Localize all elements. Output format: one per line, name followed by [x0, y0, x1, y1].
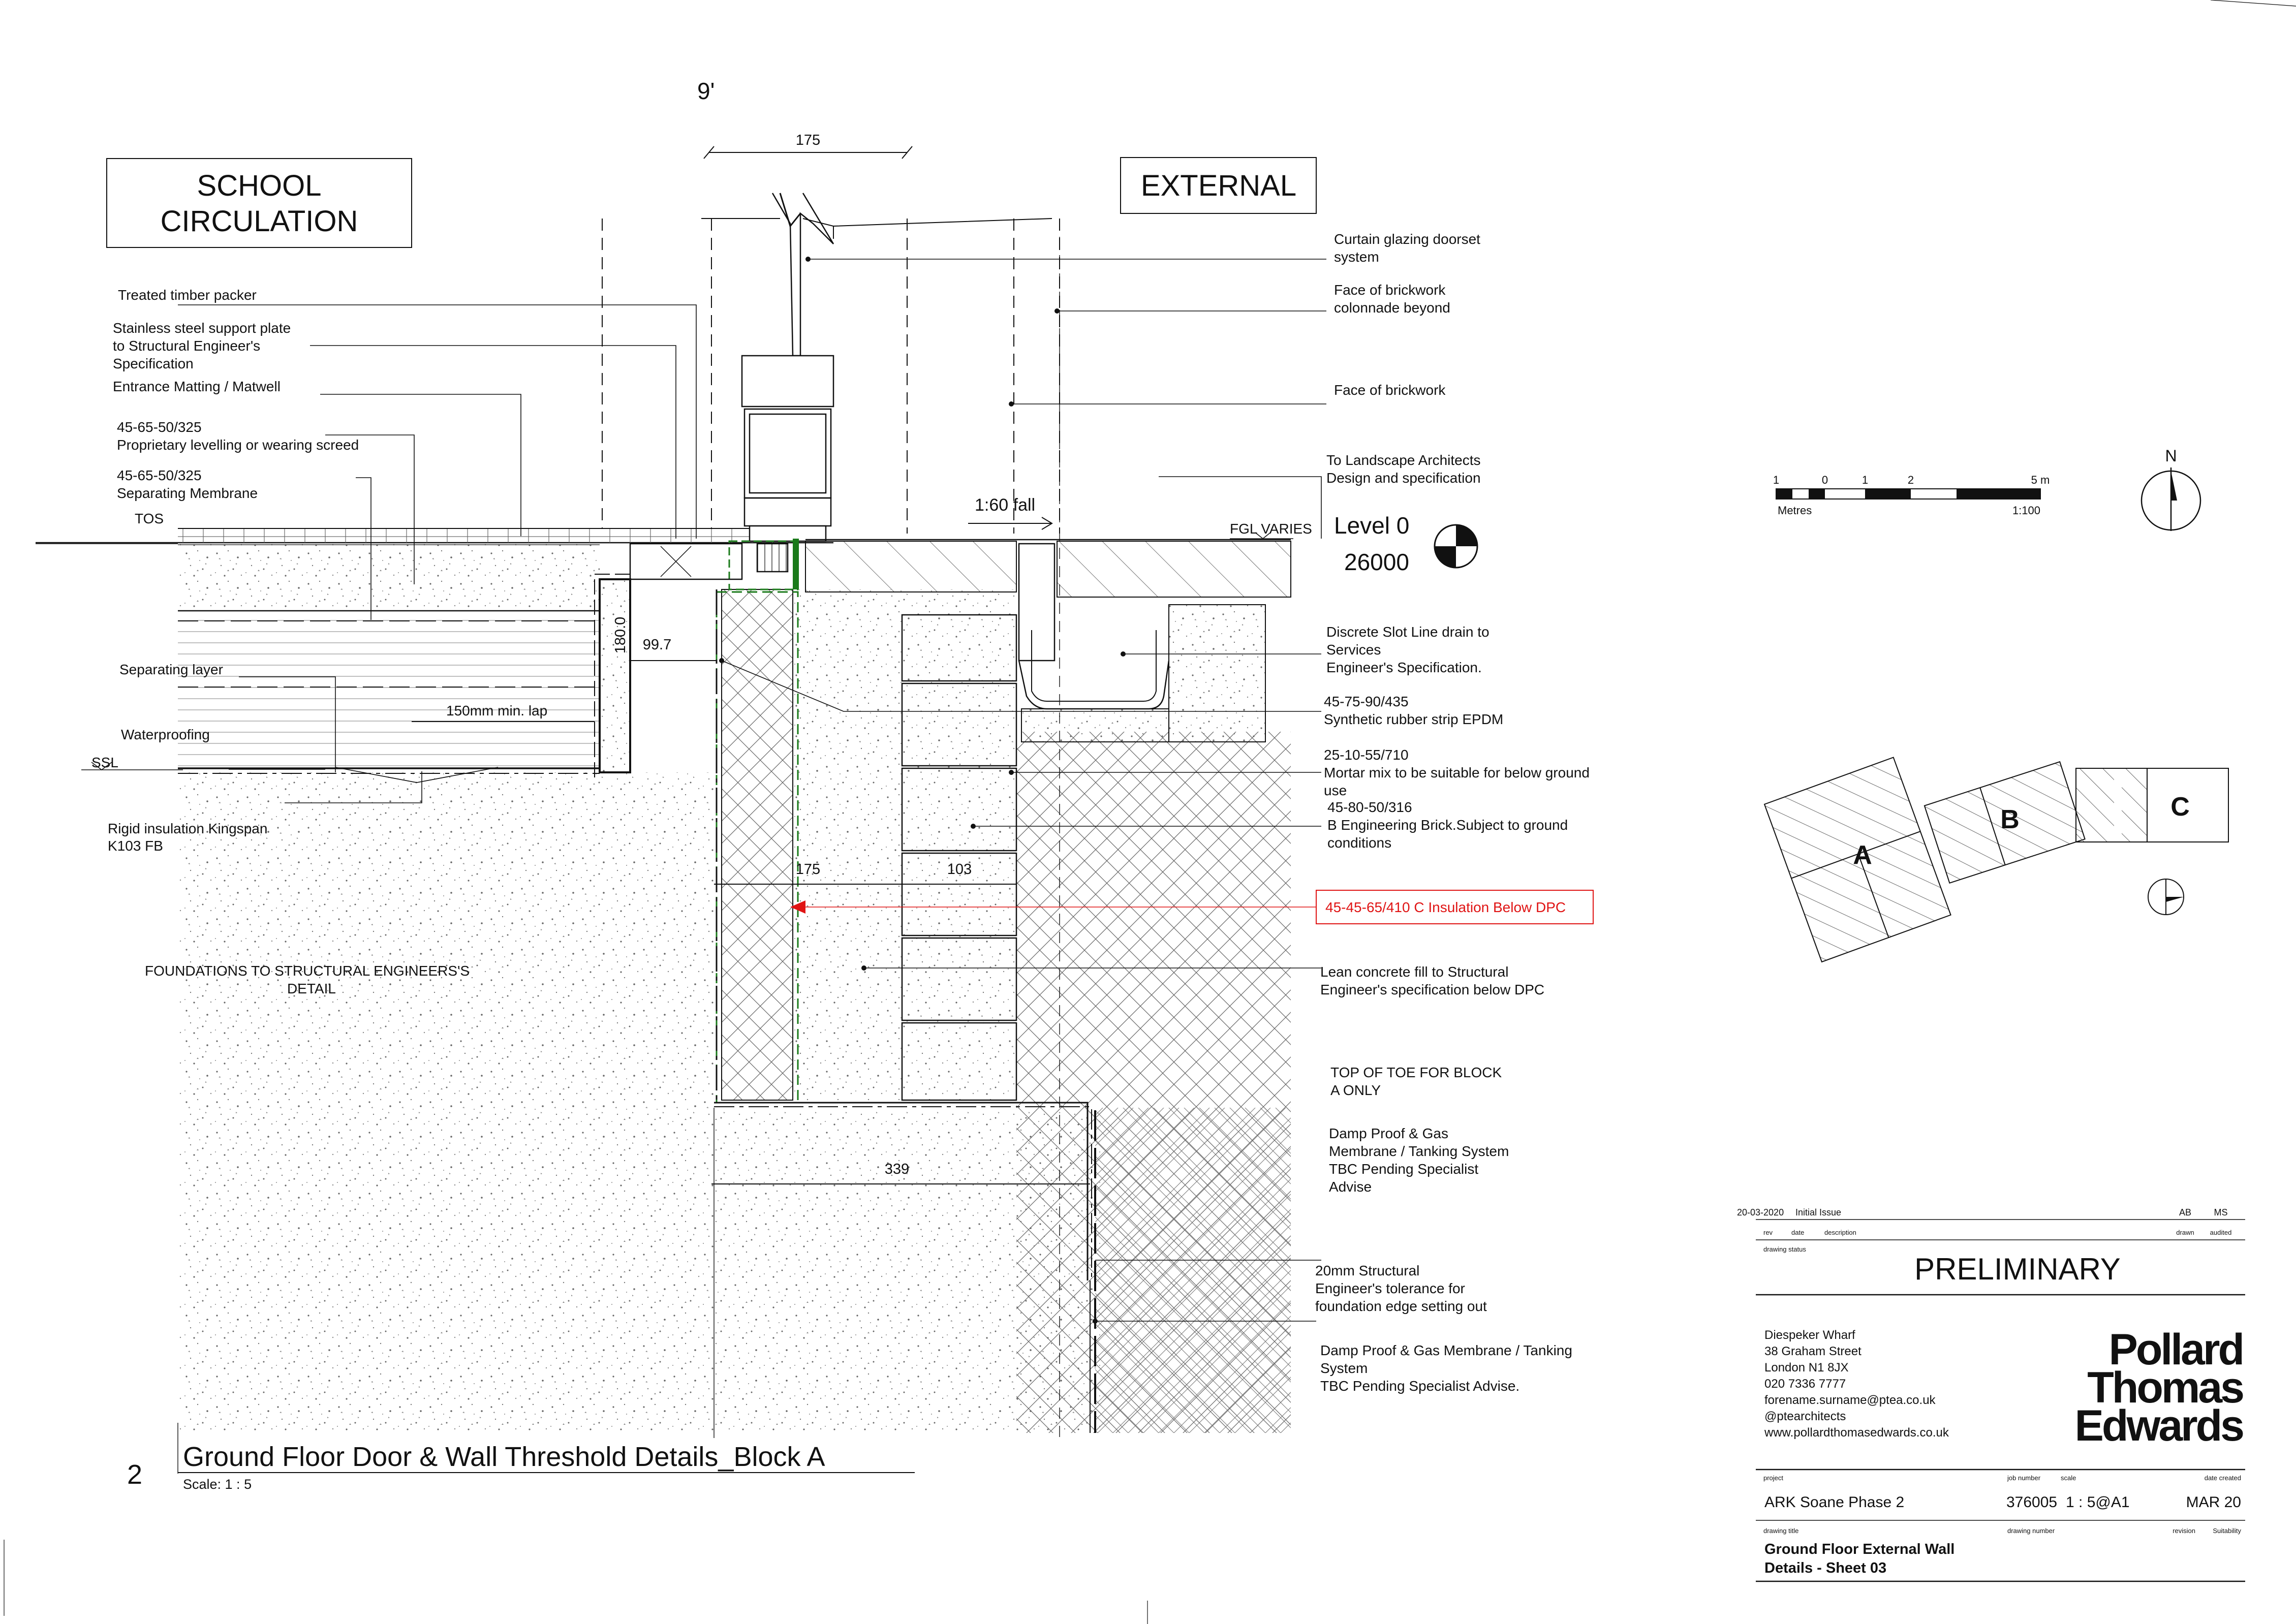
label-lean-1: Lean concrete fill to Structural: [1320, 964, 1509, 980]
label-dpm2-2: System: [1320, 1360, 1368, 1376]
logo-line-3: Edwards: [2074, 1401, 2243, 1450]
drawing-title-1: Ground Floor External Wall: [1764, 1541, 1955, 1557]
label-brick-1: 45-80-50/316: [1327, 799, 1412, 815]
label-landscape-1: To Landscape Architects: [1326, 452, 1481, 468]
drain-bed: [1169, 605, 1265, 742]
dim-step-h: 99.7: [642, 637, 672, 653]
label-insulation-1: Rigid insulation Kingspan: [108, 821, 268, 836]
label-dpm2-3: TBC Pending Specialist Advise.: [1320, 1378, 1520, 1394]
label-foundations-1: FOUNDATIONS TO STRUCTURAL ENGINEERS'S: [145, 963, 470, 979]
field-suitability: Suitability: [2213, 1527, 2241, 1535]
label-tolerance-2: Engineer's tolerance for: [1315, 1281, 1465, 1296]
address-line-4: 020 7336 7777: [1764, 1377, 1846, 1391]
label-toe-1: TOP OF TOE FOR BLOCK: [1330, 1065, 1502, 1080]
address-line-2: 38 Graham Street: [1764, 1345, 1861, 1358]
external-soil-deep: [1095, 1108, 1291, 1433]
matting-tiles: [178, 528, 778, 543]
address-line-6: @ptearchitects: [1764, 1410, 1846, 1423]
date-created: MAR 20: [2186, 1494, 2241, 1511]
key-block-b: B: [2000, 805, 2020, 834]
north-label: N: [2165, 447, 2177, 465]
label-foundations-2: DETAIL: [287, 981, 336, 996]
scale-bar: [1773, 474, 2050, 517]
landscape-paving: [1057, 541, 1291, 597]
label-dpm-4: Advise: [1329, 1179, 1372, 1195]
scale-tick-2: 1: [1861, 474, 1869, 486]
label-lean-2: Engineer's specification below DPC: [1320, 982, 1545, 997]
label-separating-layer: Separating layer: [119, 662, 223, 677]
insulation-layers: [178, 611, 600, 773]
rev-date: 20-03-2020: [1737, 1207, 1784, 1217]
key-block-a: A: [1853, 840, 1872, 870]
field-scale: scale: [2061, 1474, 2076, 1482]
rev-header-date: date: [1791, 1229, 1805, 1236]
logo-line-2: Thomas: [2087, 1363, 2243, 1412]
label-dpm-2: Membrane / Tanking System: [1329, 1143, 1509, 1159]
insulation-below-dpc: [722, 589, 793, 1100]
drain-channel: [1019, 544, 1054, 661]
level-value: 26000: [1344, 549, 1409, 575]
detail-title: Ground Floor Door & Wall Threshold Details_Block A: [183, 1442, 825, 1472]
label-landscape-2: Design and specification: [1326, 470, 1481, 486]
dim-fall: 1:60 fall: [975, 495, 1036, 515]
drawing-title-2: Details - Sheet 03: [1764, 1560, 1887, 1576]
room-school-1: SCHOOL: [197, 169, 322, 202]
level-tos: TOS: [135, 511, 164, 526]
label-steel-plate-1: Stainless steel support plate: [113, 320, 291, 336]
label-timber-packer: Treated timber packer: [118, 287, 257, 303]
curtain-wall-frame: [742, 193, 833, 572]
field-project: project: [1763, 1474, 1784, 1482]
dim-brick-width: 103: [947, 861, 972, 878]
rev-header-rev: rev: [1763, 1229, 1773, 1236]
room-external: EXTERNAL: [1140, 169, 1297, 202]
job-number: 376005: [2006, 1494, 2058, 1511]
label-drain-1: Discrete Slot Line drain to: [1326, 624, 1490, 640]
level-ssl: SSL: [91, 755, 118, 770]
drawing-scale: 1 : 5@A1: [2066, 1494, 2130, 1511]
address-line-7: www.pollardthomasedwards.co.uk: [1764, 1426, 1949, 1440]
label-toe-2: A ONLY: [1330, 1082, 1381, 1098]
level-fgl: FGL VARIES: [1230, 521, 1312, 537]
label-dpm2-1: Damp Proof & Gas Membrane / Tanking: [1320, 1342, 1572, 1358]
label-brick-3: conditions: [1327, 835, 1392, 851]
dim-frame-width: 175: [795, 132, 821, 148]
rev-drawn: AB: [2179, 1207, 2192, 1217]
label-membrane-2: Separating Membrane: [117, 485, 258, 501]
address-line-3: London N1 8JX: [1764, 1361, 1849, 1375]
level-name: Level 0: [1334, 512, 1410, 539]
scale-tick-0: 1: [1773, 474, 1780, 486]
field-drawing-number: drawing number: [2007, 1527, 2055, 1535]
rev-header-description: description: [1824, 1229, 1856, 1236]
label-insulation-dpc: 45-45-65/410 C Insulation Below DPC: [1325, 899, 1566, 915]
screed: [178, 544, 600, 611]
address-line-5: forename.surname@ptea.co.uk: [1764, 1393, 1936, 1407]
label-face-brick: Face of brickwork: [1334, 382, 1446, 398]
label-drain-3: Engineer's Specification.: [1326, 660, 1482, 675]
label-face-beyond-2: colonnade beyond: [1334, 300, 1450, 316]
rev-audited: MS: [2214, 1207, 2228, 1217]
label-mortar-1: 25-10-55/710: [1324, 747, 1409, 763]
label-screed-2: Proprietary levelling or wearing screed: [117, 437, 359, 453]
label-curtain-2: system: [1334, 249, 1379, 265]
label-face-beyond-1: Face of brickwork: [1334, 282, 1446, 298]
label-tolerance-1: 20mm Structural: [1315, 1263, 1420, 1278]
project-name: ARK Soane Phase 2: [1764, 1494, 1905, 1511]
label-matting: Entrance Matting / Matwell: [113, 379, 281, 394]
scale-tick-3: 2: [1907, 474, 1914, 486]
scale-tick-1: 0: [1821, 474, 1828, 486]
north-arrow: [2142, 447, 2200, 531]
label-mortar-2: Mortar mix to be suitable for below ground: [1324, 765, 1590, 780]
rev-header-drawn: drawn: [2176, 1229, 2194, 1236]
scale-ratio: 1:100: [2012, 504, 2040, 517]
drawing-status: PRELIMINARY: [1914, 1252, 2121, 1286]
top-mark: 9': [697, 78, 715, 104]
label-steel-plate-2: to Structural Engineer's: [113, 338, 261, 354]
field-date-created: date created: [2204, 1474, 2241, 1482]
label-dpm-3: TBC Pending Specialist: [1329, 1161, 1479, 1177]
dim-toe-width: 339: [884, 1161, 910, 1177]
label-tolerance-3: foundation edge setting out: [1315, 1298, 1487, 1314]
label-mortar-3: use: [1324, 783, 1347, 798]
rev-description: Initial Issue: [1795, 1207, 1842, 1217]
dim-step-v: 180.0: [612, 616, 629, 654]
scale-tick-4: 5 m: [2031, 474, 2050, 486]
label-curtain-1: Curtain glazing doorset: [1334, 231, 1480, 247]
detail-number: 2: [127, 1459, 143, 1490]
label-dpm-1: Damp Proof & Gas: [1329, 1126, 1448, 1141]
rev-header-audited: audited: [2210, 1229, 2232, 1236]
logo-line-1: Pollard: [2108, 1325, 2243, 1374]
label-epdm-2: Synthetic rubber strip EPDM: [1324, 711, 1504, 727]
title-block: [1737, 1207, 2245, 1581]
external-paving: [805, 541, 1016, 592]
field-drawing-title: drawing title: [1763, 1527, 1799, 1535]
key-block-c: C: [2170, 792, 2190, 822]
field-job-number: job number: [2007, 1474, 2041, 1482]
label-brick-2: B Engineering Brick.Subject to ground: [1327, 817, 1568, 833]
label-epdm-1: 45-75-90/435: [1324, 694, 1409, 709]
status-label: drawing status: [1763, 1245, 1806, 1253]
label-steel-plate-3: Specification: [113, 356, 194, 371]
room-school-2: CIRCULATION: [160, 205, 358, 238]
label-screed-1: 45-65-50/325: [117, 419, 202, 435]
dim-insulation-width: 175: [795, 861, 821, 878]
field-revision: revision: [2173, 1527, 2195, 1535]
key-plan: [1764, 757, 2228, 961]
address-line-1: Diespeker Wharf: [1764, 1328, 1855, 1342]
label-membrane-1: 45-65-50/325: [117, 467, 202, 483]
dim-lap: 150mm min. lap: [446, 703, 548, 719]
scale-unit: Metres: [1778, 504, 1812, 517]
slab-edge: [600, 579, 630, 772]
label-drain-2: Services: [1326, 642, 1381, 658]
label-waterproofing: Waterproofing: [121, 727, 210, 742]
ground-fill-left: [178, 772, 714, 1433]
detail-scale: Scale: 1 : 5: [183, 1477, 252, 1492]
label-insulation-2: K103 FB: [108, 838, 163, 854]
